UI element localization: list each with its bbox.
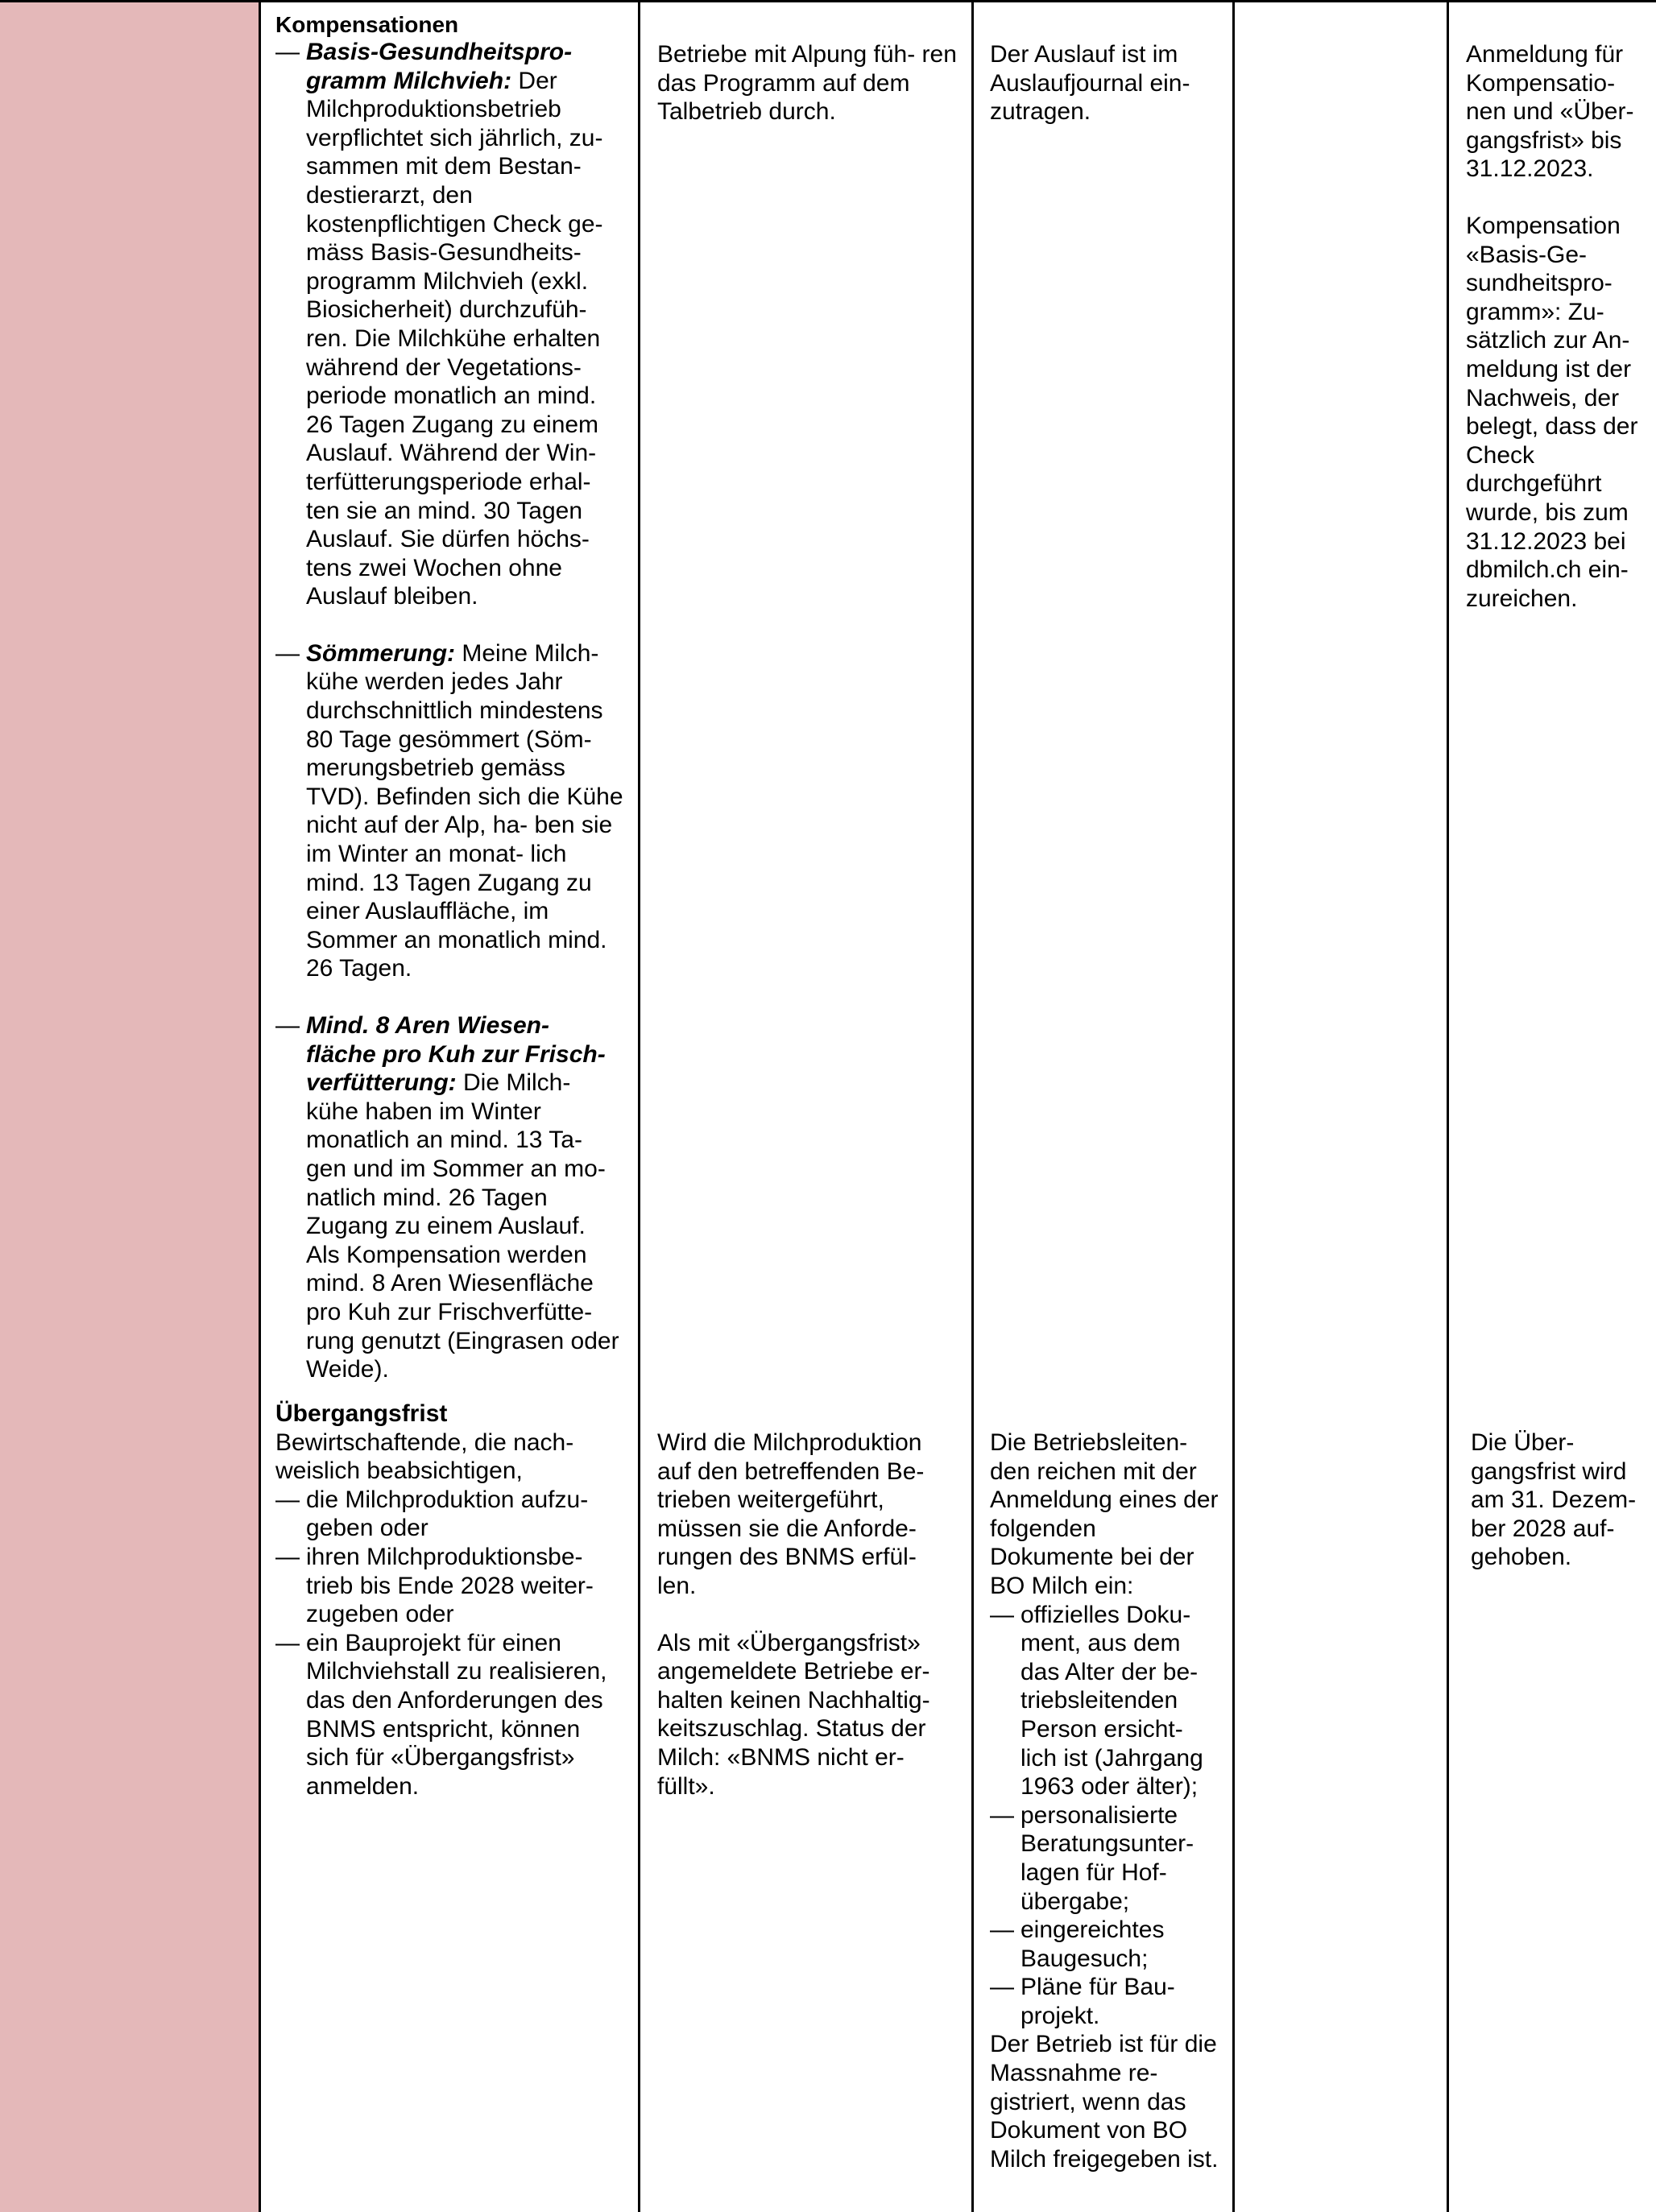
evidence-document: — eingereichtes Baugesuch; bbox=[990, 1916, 1223, 1973]
transition-heading: Übergangsfrist bbox=[275, 1400, 448, 1427]
basis-program-deadline: Kompensation «Basis-Ge- sundheitspro- gramm»: Zu- sätzlich zur An- meldung ist der Nachweis, der belegt, dass der Check durchgeführt wurde, bis zum 31.12.2023 bei dbmilch.ch ein- zureichen. bbox=[1466, 212, 1638, 612]
evidence-document: — offizielles Doku- ment, aus dem das Alter der be- triebsleitenden Person ersicht- lich ist (Jahrgang 1963 oder älter); bbox=[990, 1601, 1223, 1801]
transition-note-1: Wird die Milchproduktion auf den betreffenden Be- trieben weitergeführt, müssen sie die Anforde- rungen des BNMS erfül- len. bbox=[657, 1429, 925, 1599]
compensation-text: Meine Milch- kühe werden jedes Jahr durchschnittlich mindestens 80 Tage gesömmert (Söm- merungsbetrieb gemäss TVD). Befinden sich die Kühe nicht auf der Alp, ha- ben sie im Winter an monat- lich mind. 13 Tagen Zugang zu einer Auslauffläche, im Sommer an monatlich mind. 26 Tagen. bbox=[306, 639, 623, 982]
compensation-item bbox=[275, 1011, 623, 1384]
compensation-item bbox=[275, 639, 623, 983]
transition-notes-cell bbox=[657, 1428, 959, 1801]
evidence-document: — personalisierte Beratungsunter- lagen für Hof- übergabe; bbox=[990, 1801, 1223, 1916]
journal-note: Der Auslauf ist im Auslaufjournal ein- zutragen. bbox=[990, 41, 1190, 126]
compensation-text: Der Milchproduktionsbetrieb verpflichtet sich jährlich, zu- sammen mit dem Bestan- destierarzt, den kostenpflichtigen Check ge- mäss Basis-Gesundheits- programm Milchvieh (exkl. Biosicherheit) durchzufüh- ren. Die Milchkühe erhalten während der Vegetations- periode monatlich an mind. 26 Tagen Zugang zu einem Auslauf. Während der Win- terfütterungsperiode erhal- ten sie an mind. 30 Tagen Auslauf. Sie dürfen höchs- tens zwei Wochen ohne Auslauf bleiben. bbox=[306, 67, 603, 610]
notes-cell bbox=[657, 40, 959, 126]
evidence-document: — Pläne für Bau- projekt. bbox=[990, 1973, 1223, 2030]
compensation-text: Die Milch- kühe haben im Winter monatlich an mind. 13 Ta- gen und im Sommer an mo- natlich mind. 26 Tagen Zugang zu einem Auslauf. Als Kompensation werden mind. 8 Aren Wiesenfläche pro Kuh zur Frischverfütte- rung genutzt (Eingrasen oder Weide). bbox=[306, 1069, 619, 1383]
table-top-border bbox=[0, 0, 1656, 2]
compensation-title: Basis-Gesundheitspro- gramm Milchvieh: bbox=[306, 39, 573, 94]
transition-note-2: Als mit «Übergangsfrist» angemeldete Betriebe er- halten keinen Nachhaltig- keitszuschlag. Status der Milch: «BNMS nicht er- füllt». bbox=[657, 1629, 930, 1800]
compensation-item bbox=[275, 38, 623, 611]
evidence-intro: Die Betriebsleiten- den reichen mit der Anmeldung eines der folgenden Dokumente bei der BO Milch ein: bbox=[990, 1429, 1219, 1599]
compensations-heading: Kompensationen bbox=[275, 12, 459, 37]
compensation-title: Sömmerung: bbox=[306, 639, 456, 667]
evidence-documents-list bbox=[990, 1601, 1223, 2031]
column-divider bbox=[1232, 0, 1235, 2212]
transition-end: Die Über- gangsfrist wird am 31. Dezem- ber 2028 auf- gehoben. bbox=[1471, 1429, 1637, 1571]
column-divider bbox=[638, 0, 640, 2212]
compensation-title: Mind. 8 Aren Wiesen- fläche pro Kuh zur Frisch- verfütterung: bbox=[306, 1012, 606, 1097]
requirements-cell bbox=[275, 11, 623, 1384]
transition-evidence-cell bbox=[990, 1428, 1223, 2173]
registration-deadline: Anmeldung für Kompensatio- nen und «Über- gangsfrist» bis 31.12.2023. bbox=[1466, 41, 1634, 183]
transition-item: — ihren Milchproduktionsbe- trieb bis Ende 2028 weiter- zugeben oder bbox=[275, 1543, 623, 1629]
transition-item: — die Milchproduktion aufzu- geben oder bbox=[275, 1486, 623, 1543]
transition-item: — ein Bauprojekt für einen Milchviehstall zu realisieren, das den Anforderungen des BNMS entspricht, können sich für «Übergangsfrist» anmelden. bbox=[275, 1629, 623, 1801]
transition-requirements-cell bbox=[275, 1400, 623, 1801]
transition-deadline-cell bbox=[1471, 1428, 1645, 1572]
transition-list bbox=[275, 1486, 623, 1801]
category-column bbox=[0, 0, 259, 2212]
alpine-note: Betriebe mit Alpung füh- ren das Programm auf dem Talbetrieb durch. bbox=[657, 41, 957, 126]
column-divider bbox=[971, 0, 974, 2212]
transition-intro: Bewirtschaftende, die nach- weislich beabsichtigen, bbox=[275, 1428, 574, 1485]
column-divider bbox=[1447, 0, 1449, 2212]
evidence-outro: Der Betrieb ist für die Massnahme re- gistriert, wenn das Dokument von BO Milch freigegeben ist. bbox=[990, 2031, 1219, 2173]
column-divider bbox=[259, 0, 261, 2212]
compensation-list bbox=[275, 38, 623, 1384]
deadlines-cell bbox=[1466, 40, 1645, 613]
evidence-cell bbox=[990, 40, 1223, 126]
